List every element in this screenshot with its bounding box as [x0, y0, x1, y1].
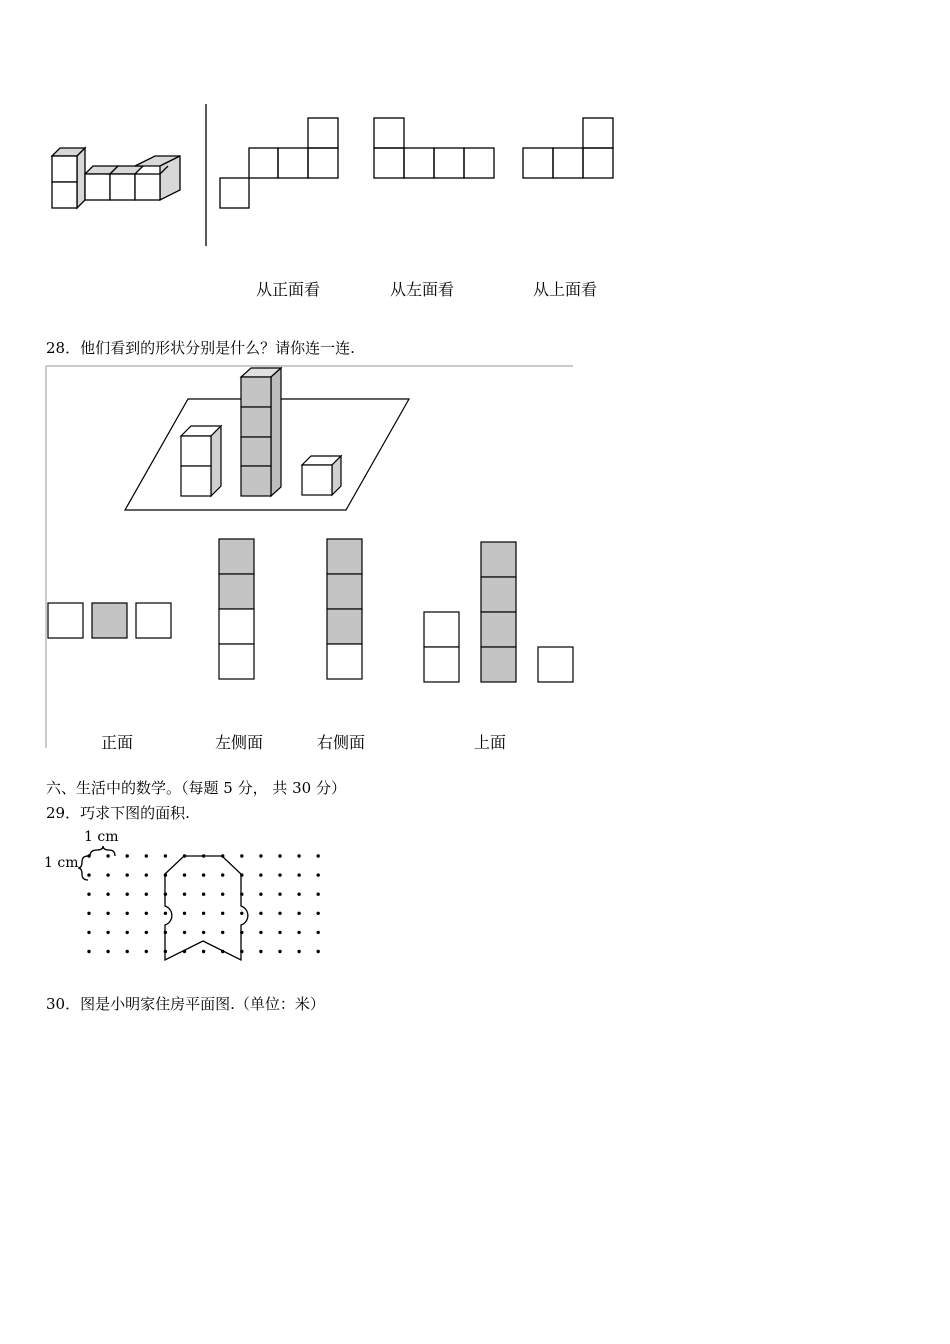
- q27-label-left: 从左面看: [390, 280, 455, 299]
- q28-label-front: 正面: [101, 733, 134, 752]
- grid-dot: [145, 873, 148, 876]
- grid-dot: [145, 931, 148, 934]
- grid-dot: [126, 854, 129, 857]
- q28-label-top: 上面: [474, 733, 507, 752]
- grid-dot: [221, 912, 224, 915]
- grid-dot: [202, 912, 205, 915]
- grid-dot: [126, 912, 129, 915]
- grid-dot: [145, 854, 148, 857]
- grid-dot: [126, 950, 129, 953]
- grid-dot: [221, 873, 224, 876]
- grid-dot: [126, 893, 129, 896]
- grid-dot: [164, 854, 167, 857]
- q29-shape-outline: [165, 856, 248, 960]
- grid-dot: [317, 931, 320, 934]
- grid-dot: [317, 854, 320, 857]
- grid-dot: [278, 893, 281, 896]
- section6-heading: 六、生活中的数学。（每题 5 分， 共 30 分）: [46, 779, 346, 797]
- q28-label-right-side: 右侧面: [317, 733, 366, 752]
- grid-dot: [87, 950, 90, 953]
- grid-dot: [278, 854, 281, 857]
- q28-question: 28．他们看到的形状分别是什么？请你连一连.: [46, 339, 355, 357]
- grid-dot: [259, 912, 262, 915]
- grid-dot: [126, 873, 129, 876]
- grid-dot: [164, 912, 167, 915]
- grid-dot: [317, 873, 320, 876]
- grid-dot: [145, 893, 148, 896]
- grid-dot: [221, 893, 224, 896]
- grid-dot: [87, 893, 90, 896]
- grid-dot: [221, 931, 224, 934]
- grid-dot: [87, 912, 90, 915]
- grid-dot: [259, 950, 262, 953]
- grid-dot: [259, 931, 262, 934]
- grid-dot: [183, 893, 186, 896]
- grid-dot: [297, 931, 300, 934]
- grid-dot: [106, 873, 109, 876]
- q29-unit-x: 1 cm: [84, 829, 119, 845]
- q29-unit-y: 1 cm: [44, 855, 79, 871]
- grid-dot: [87, 931, 90, 934]
- grid-dot: [145, 912, 148, 915]
- grid-dot: [297, 873, 300, 876]
- grid-dot: [297, 912, 300, 915]
- grid-dot: [297, 950, 300, 953]
- q27-label-front: 从正面看: [256, 280, 321, 299]
- grid-dot: [297, 893, 300, 896]
- q27-label-top: 从上面看: [533, 280, 598, 299]
- grid-dot: [106, 893, 109, 896]
- grid-dot: [259, 893, 262, 896]
- q30-question: 30．图是小明家住房平面图.（单位：米）: [46, 995, 325, 1013]
- grid-dot: [317, 950, 320, 953]
- q29-brace-y: [78, 856, 88, 880]
- grid-dot: [87, 873, 90, 876]
- grid-dot: [106, 931, 109, 934]
- grid-dot: [278, 912, 281, 915]
- q28-label-left-side: 左侧面: [215, 733, 264, 752]
- grid-dot: [278, 873, 281, 876]
- grid-dot: [183, 931, 186, 934]
- grid-dot: [278, 931, 281, 934]
- grid-dot: [259, 854, 262, 857]
- q29-brace-x: [90, 846, 115, 856]
- grid-dot: [183, 873, 186, 876]
- grid-dot: [240, 912, 243, 915]
- grid-dot: [202, 950, 205, 953]
- grid-dot: [317, 912, 320, 915]
- grid-dot: [259, 873, 262, 876]
- grid-dot: [317, 893, 320, 896]
- grid-dot: [106, 950, 109, 953]
- grid-dot: [240, 854, 243, 857]
- grid-dot: [202, 893, 205, 896]
- grid-dot: [202, 931, 205, 934]
- grid-dot: [183, 912, 186, 915]
- q29-question: 29．巧求下图的面积.: [46, 804, 190, 822]
- grid-dot: [202, 873, 205, 876]
- grid-dot: [106, 854, 109, 857]
- grid-dot: [145, 950, 148, 953]
- grid-dot: [278, 950, 281, 953]
- grid-dot: [126, 931, 129, 934]
- grid-dot: [297, 854, 300, 857]
- grid-dot: [106, 912, 109, 915]
